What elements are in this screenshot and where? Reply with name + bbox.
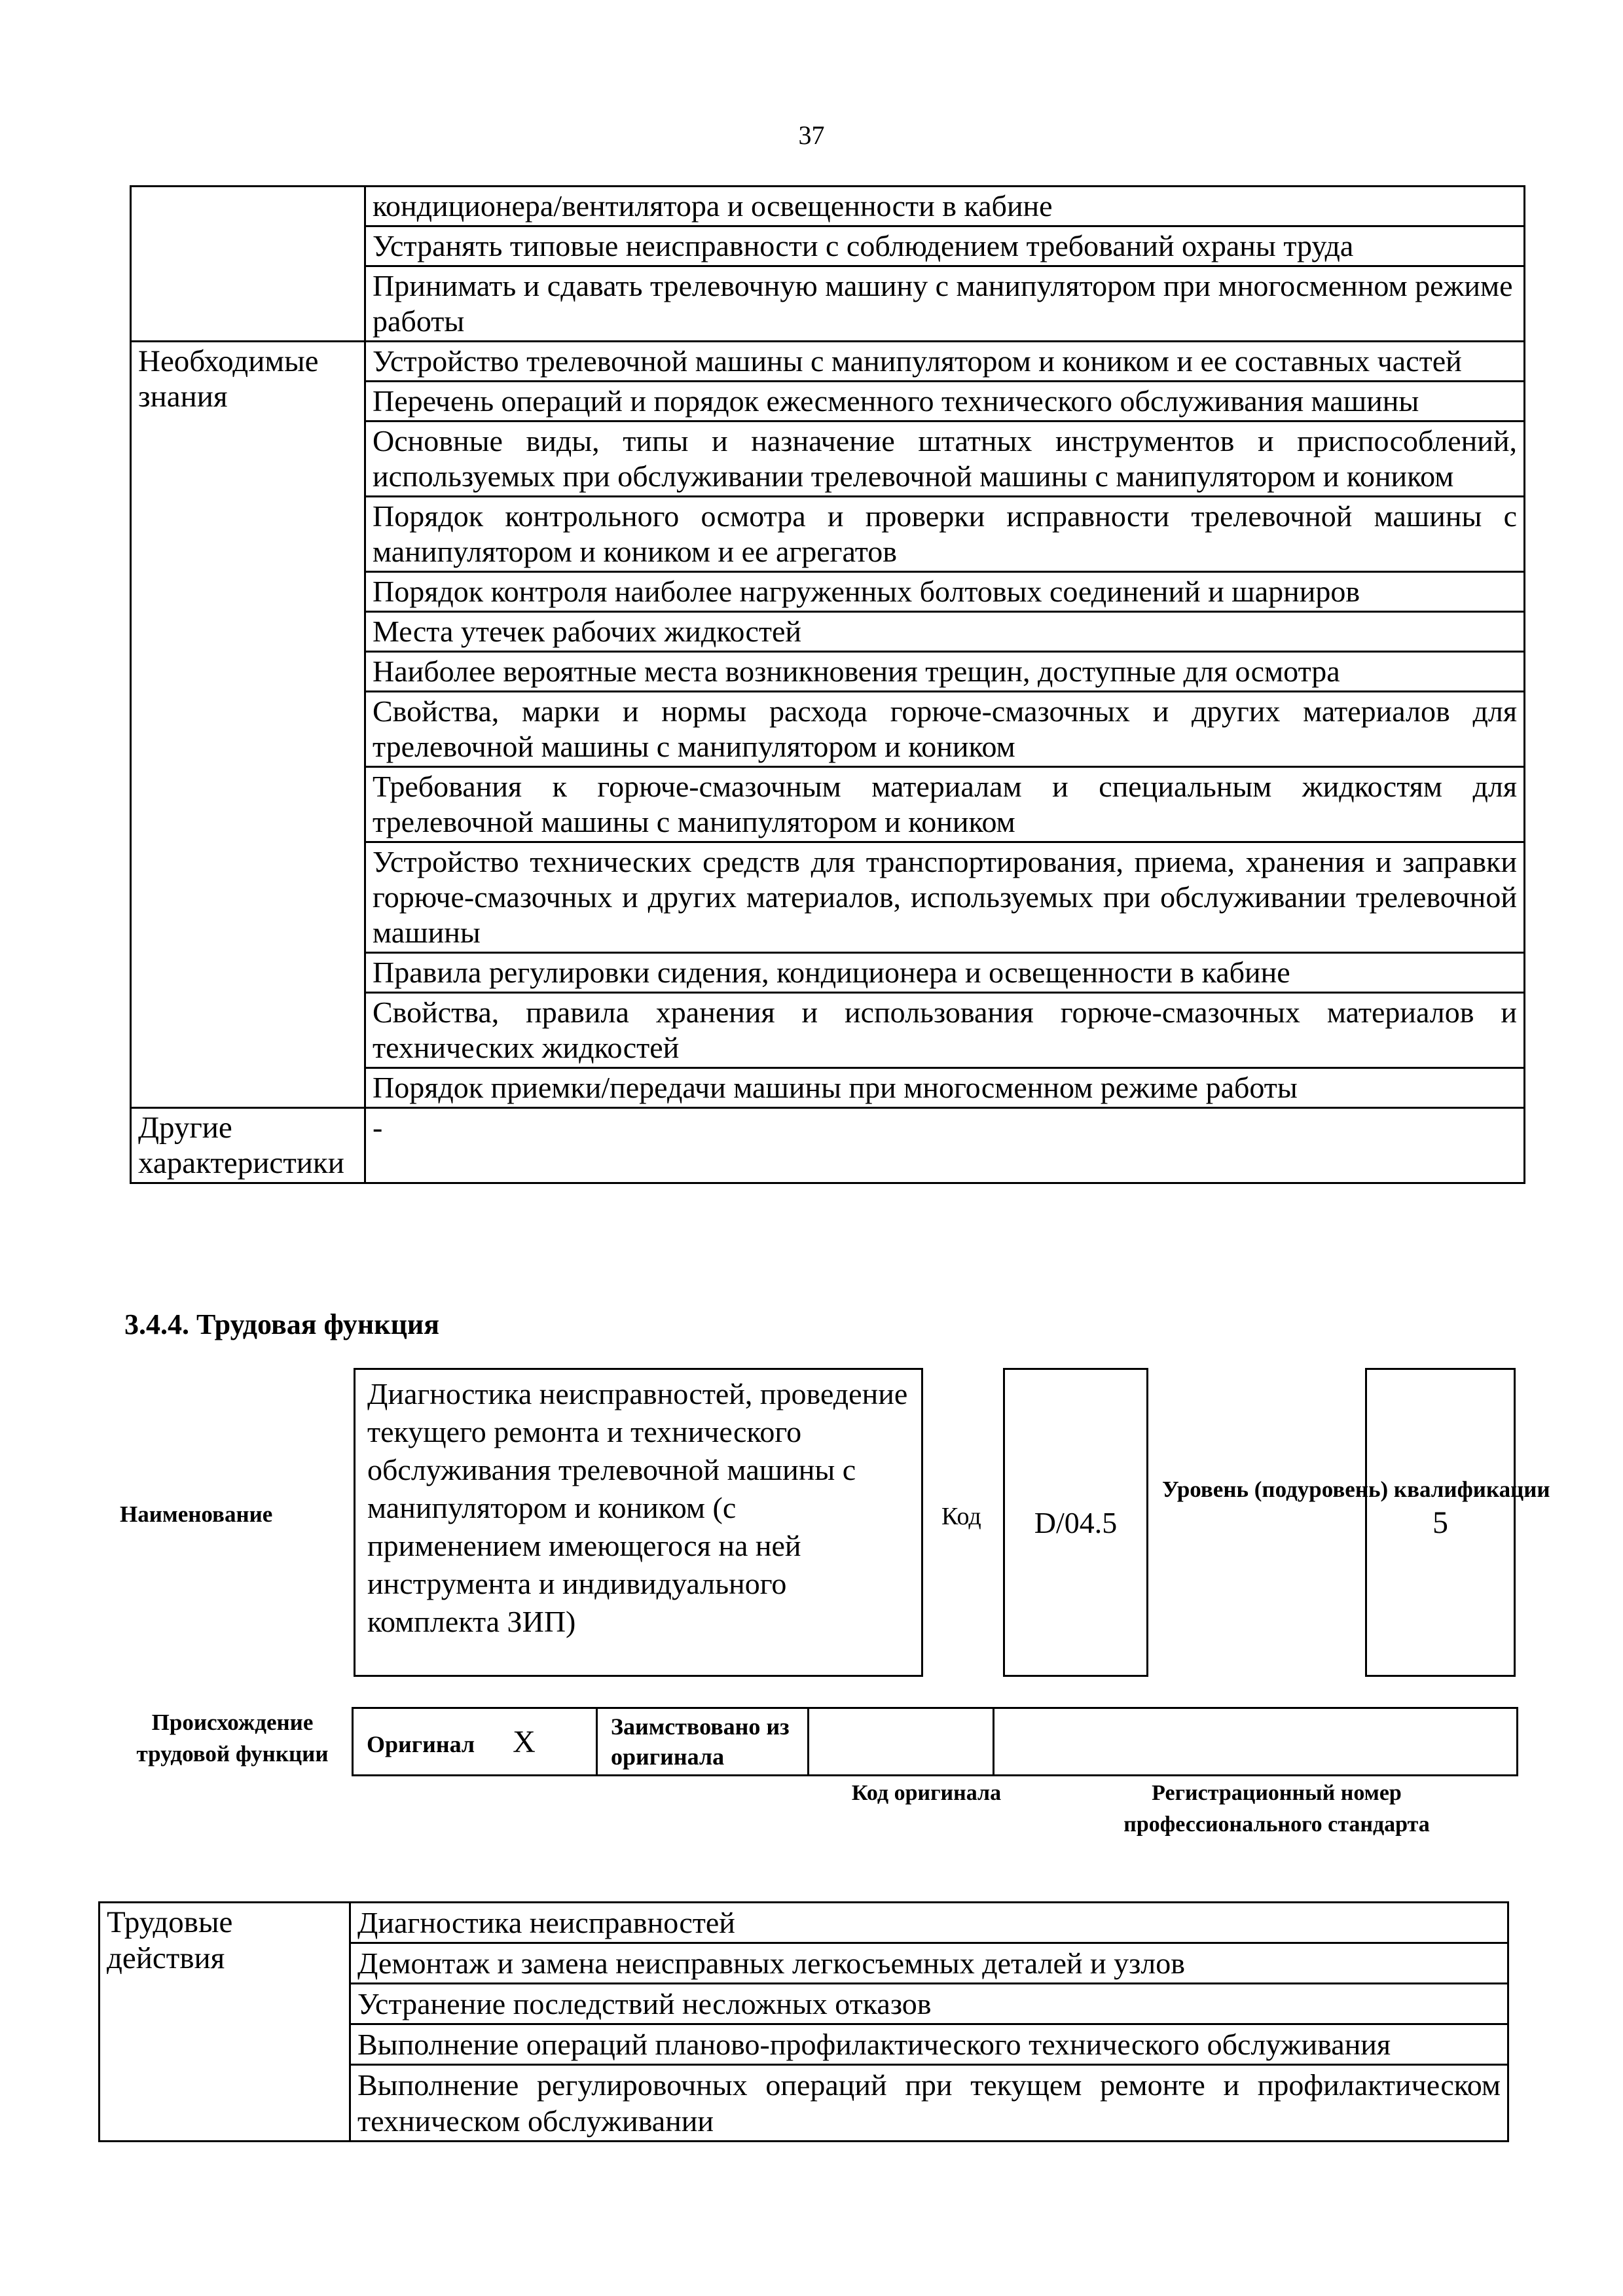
table-cell: Демонтаж и замена неисправных легкосъемных деталей и узлов bbox=[350, 1943, 1508, 1984]
actions-table bbox=[98, 1901, 1509, 2142]
borrowed-label: Заимствовано из оригинала bbox=[597, 1708, 809, 1776]
table-cell-empty bbox=[131, 187, 365, 342]
table-cell: Наиболее вероятные места возникновения трещин, доступные для осмотра bbox=[365, 652, 1525, 692]
table-row bbox=[131, 1108, 1525, 1183]
table-cell: Места утечек рабочих жидкостей bbox=[365, 612, 1525, 652]
table-cell: Порядок приемки/передачи машины при многосменном режиме работы bbox=[365, 1068, 1525, 1108]
original-mark: X bbox=[513, 1724, 536, 1759]
table-cell: Устранение последствий несложных отказов bbox=[350, 1984, 1508, 2024]
table-row bbox=[100, 1903, 1508, 1943]
table-cell: Правила регулировки сидения, кондиционера и освещенности в кабине bbox=[365, 953, 1525, 993]
origin-table bbox=[352, 1707, 1518, 1776]
table-cell: Порядок контроля наиболее нагруженных болтовых соединений и шарниров bbox=[365, 572, 1525, 612]
table-cell: Свойства, марки и нормы расхода горюче-смазочных и других материалов для трелевочной машины с манипулятором и коником bbox=[365, 692, 1525, 767]
page-number: 37 bbox=[798, 120, 825, 150]
table-cell: Устройство технических средств для транспортирования, приема, хранения и заправки горюче-смазочных и других материалов, используемых при обслуживании трелевочной машины bbox=[365, 842, 1525, 953]
table-cell: Диагностика неисправностей bbox=[350, 1903, 1508, 1943]
knowledge-label: Необходимые знания bbox=[131, 342, 365, 1108]
table-cell: Основные виды, типы и назначение штатных инструментов и приспособлений, используемых при обслуживании трелевочной машины с манипулятором и коником bbox=[365, 422, 1525, 497]
function-code-box bbox=[1003, 1368, 1148, 1677]
other-characteristics-label: Другие характеристики bbox=[131, 1108, 365, 1183]
name-label: Наименование bbox=[120, 1501, 273, 1527]
original-cell bbox=[353, 1708, 597, 1776]
level-box bbox=[1365, 1368, 1516, 1677]
table-cell: кондиционера/вентилятора и освещенности в кабине bbox=[365, 187, 1525, 226]
original-code-cell bbox=[809, 1708, 994, 1776]
table-cell: Устранять типовые неисправности с соблюдением требований охраны труда bbox=[365, 226, 1525, 266]
table-cell: Порядок контрольного осмотра и проверки исправности трелевочной машины с манипулятором и коником и ее агрегатов bbox=[365, 497, 1525, 572]
section-heading: 3.4.4. Трудовая функция bbox=[124, 1308, 440, 1340]
table-row bbox=[131, 342, 1525, 382]
table-cell: Перечень операций и порядок ежесменного технического обслуживания машины bbox=[365, 382, 1525, 422]
reg-number-cell bbox=[994, 1708, 1518, 1776]
function-code-value: D/04.5 bbox=[1034, 1505, 1118, 1539]
table-cell: Выполнение регулировочных операций при текущем ремонте и профилактическом техническом обслуживании bbox=[350, 2065, 1508, 2142]
table-row bbox=[131, 187, 1525, 226]
table-cell: Выполнение операций планово-профилактического технического обслуживания bbox=[350, 2024, 1508, 2065]
origin-label-text: Происхождение трудовой функции bbox=[136, 1710, 329, 1767]
level-label: Уровень (подуровень) квалификации bbox=[1162, 1477, 1550, 1502]
other-characteristics-value: - bbox=[365, 1108, 1525, 1183]
origin-label bbox=[115, 1707, 350, 1770]
reg-caption: Регистрационный номер профессионального стандарта bbox=[1123, 1781, 1430, 1837]
table-cell: Устройство трелевочной машины с манипулятором и коником и ее составных частей bbox=[365, 342, 1525, 382]
table-row bbox=[353, 1708, 1518, 1776]
function-name-box: Диагностика неисправностей, проведение текущего ремонта и технического обслуживания трелевочной машины с манипулятором и коником (с применением имеющегося на ней инструмента и индивидуального комплекта ЗИП) bbox=[354, 1368, 923, 1677]
table-cell: Требования к горюче-смазочным материалам и специальным жидкостям для трелевочной машины с манипулятором и коником bbox=[365, 767, 1525, 842]
actions-label: Трудовые действия bbox=[100, 1903, 350, 2142]
original-label: Оригинал bbox=[367, 1731, 475, 1757]
level-value: 5 bbox=[1432, 1505, 1448, 1540]
code-label: Код bbox=[941, 1503, 981, 1530]
table-cell: Свойства, правила хранения и использования горюче-смазочных материалов и технических жидкостей bbox=[365, 993, 1525, 1068]
skills-knowledge-table bbox=[130, 185, 1525, 1184]
code-caption: Код оригинала bbox=[851, 1781, 1002, 1805]
table-cell: Принимать и сдавать трелевочную машину с манипулятором при многосменном режиме работы bbox=[365, 266, 1525, 342]
